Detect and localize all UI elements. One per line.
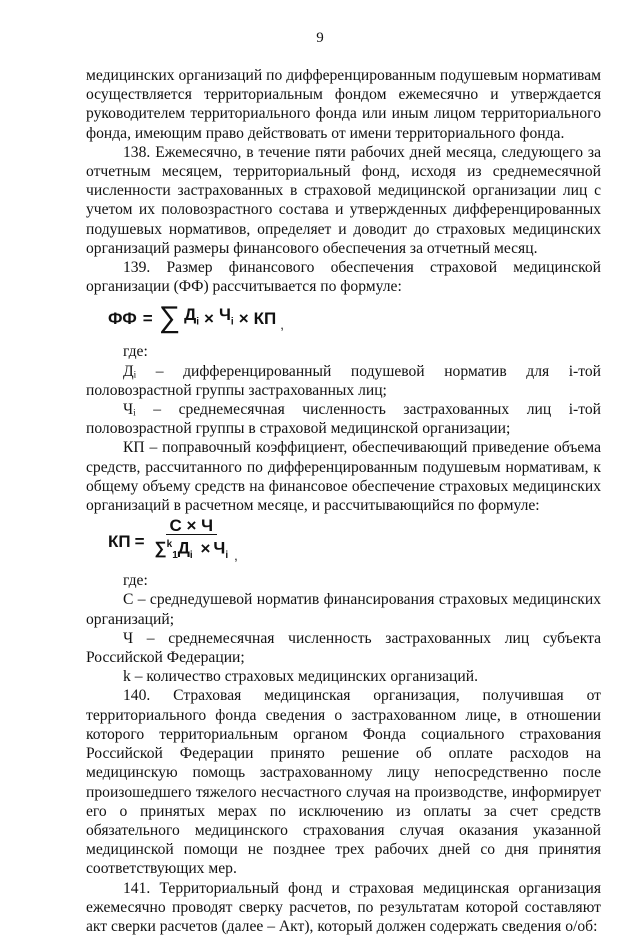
formula-ff-term-d: $Д_i$ xyxy=(184,305,200,328)
definition-c: С – среднедушевой норматив финансирования страховых медицинских организаций; xyxy=(86,591,601,628)
formula-ff-lhs: ФФ xyxy=(108,308,137,328)
formula-ff-comma: , xyxy=(280,317,284,333)
definition-k: k – количество страховых медицинских организаций. xyxy=(123,668,478,686)
formula-ff-times-2: × xyxy=(238,308,249,328)
paragraph-139: 139. Размер финансового обеспечения страховой медицинской организации (ФФ) рассчитывается по формуле: xyxy=(86,259,601,296)
formula-ff-term-ch: $Ч_i$ xyxy=(218,305,234,328)
paragraph-140: 140. Страховая медицинская организация, получившая от территориального фонда сведения о застрахованном лице, в отношении которого территориальным органом Фонда социального страхования Российской Федерации принято решение об оплате расходов на медицинскую помощь застрахованному лицу непосредственно после произошедшего тяжелого несчастного случая на производстве, информирует его о принятых мерах по исключению из оплаты за счет средств обязательного медицинского страхования случая оказания указанной медицинской помощи не позднее трех рабочих дней со дня принятия соответствующих мер. xyxy=(86,687,601,878)
where-label-2: где: xyxy=(123,572,148,590)
formula-kp-lhs: КП xyxy=(108,531,131,551)
definition-ch: Чᵢ – среднемесячная численность застрахованных лиц i-той половозрастной группы в страховой медицинской организации; xyxy=(86,401,601,438)
document-body xyxy=(86,66,601,936)
formula-ff-term-kp: КП xyxy=(253,308,277,328)
where-label-1: где: xyxy=(123,343,148,361)
sum-icon: ∑ xyxy=(158,301,181,335)
formula-ff-times-1: × xyxy=(204,308,214,328)
formula-kp-comma: , xyxy=(234,548,238,564)
paragraph-141: 141. Территориальный фонд и страховая медицинская организация ежемесячно проводят сверку расчетов, по результатам которой составляют акт сверки расчетов (далее – Акт), который должен содержать сведения о/об: xyxy=(86,879,601,935)
formula-kp-eq: = xyxy=(134,531,145,551)
formula-kp-denominator: $\sum^k_1Д_i \times Ч_i$ xyxy=(154,538,229,562)
page-number: 9 xyxy=(316,30,324,46)
paragraph-138: 138. Ежемесячно, в течение пяти рабочих дней месяца, следующего за отчетным месяцем, территориальный фонд, исходя из среднемесячной численности застрахованных в страховой медицинской организации лиц с учетом их половозрастного состава и утвержденных дифференцированных подушевых нормативов, определяет и доводит до страховых медицинских организаций размеры финансового обеспечения за отчетный месяц. xyxy=(86,143,601,257)
formula-kp-fraction xyxy=(153,517,231,565)
formula-ff xyxy=(108,302,601,334)
formula-ff-eq: = xyxy=(142,308,153,328)
definition-ch-total: Ч – среднемесячная численность застрахованных лиц субъекта Российской Федерации; xyxy=(86,629,601,667)
sum-icon: ∑ xyxy=(154,538,167,558)
definition-d: Дᵢ – дифференцированный подушевой норматив для i-той половозрастной группы застрахованных лиц; xyxy=(86,362,601,399)
formula-kp-numerator: С × Ч xyxy=(166,517,218,535)
definition-kp: КП – поправочный коэффициент, обеспечивающий приведение объема средств, рассчитанного по дифференцированным подушевым нормативам, к общему объему средств на финансовое обеспечение страховых медицинских организаций в расчетном месяце, и рассчитывающийся по формуле: xyxy=(86,439,601,515)
formula-kp xyxy=(108,517,601,565)
paragraph-intro: медицинских организаций по дифференцированным подушевым нормативам осуществляется территориальным фондом ежемесячно и утверждается руководителем территориального фонда или иным лицом территориального фонда, имеющим право действовать от имени территориального фонда. xyxy=(86,67,601,142)
